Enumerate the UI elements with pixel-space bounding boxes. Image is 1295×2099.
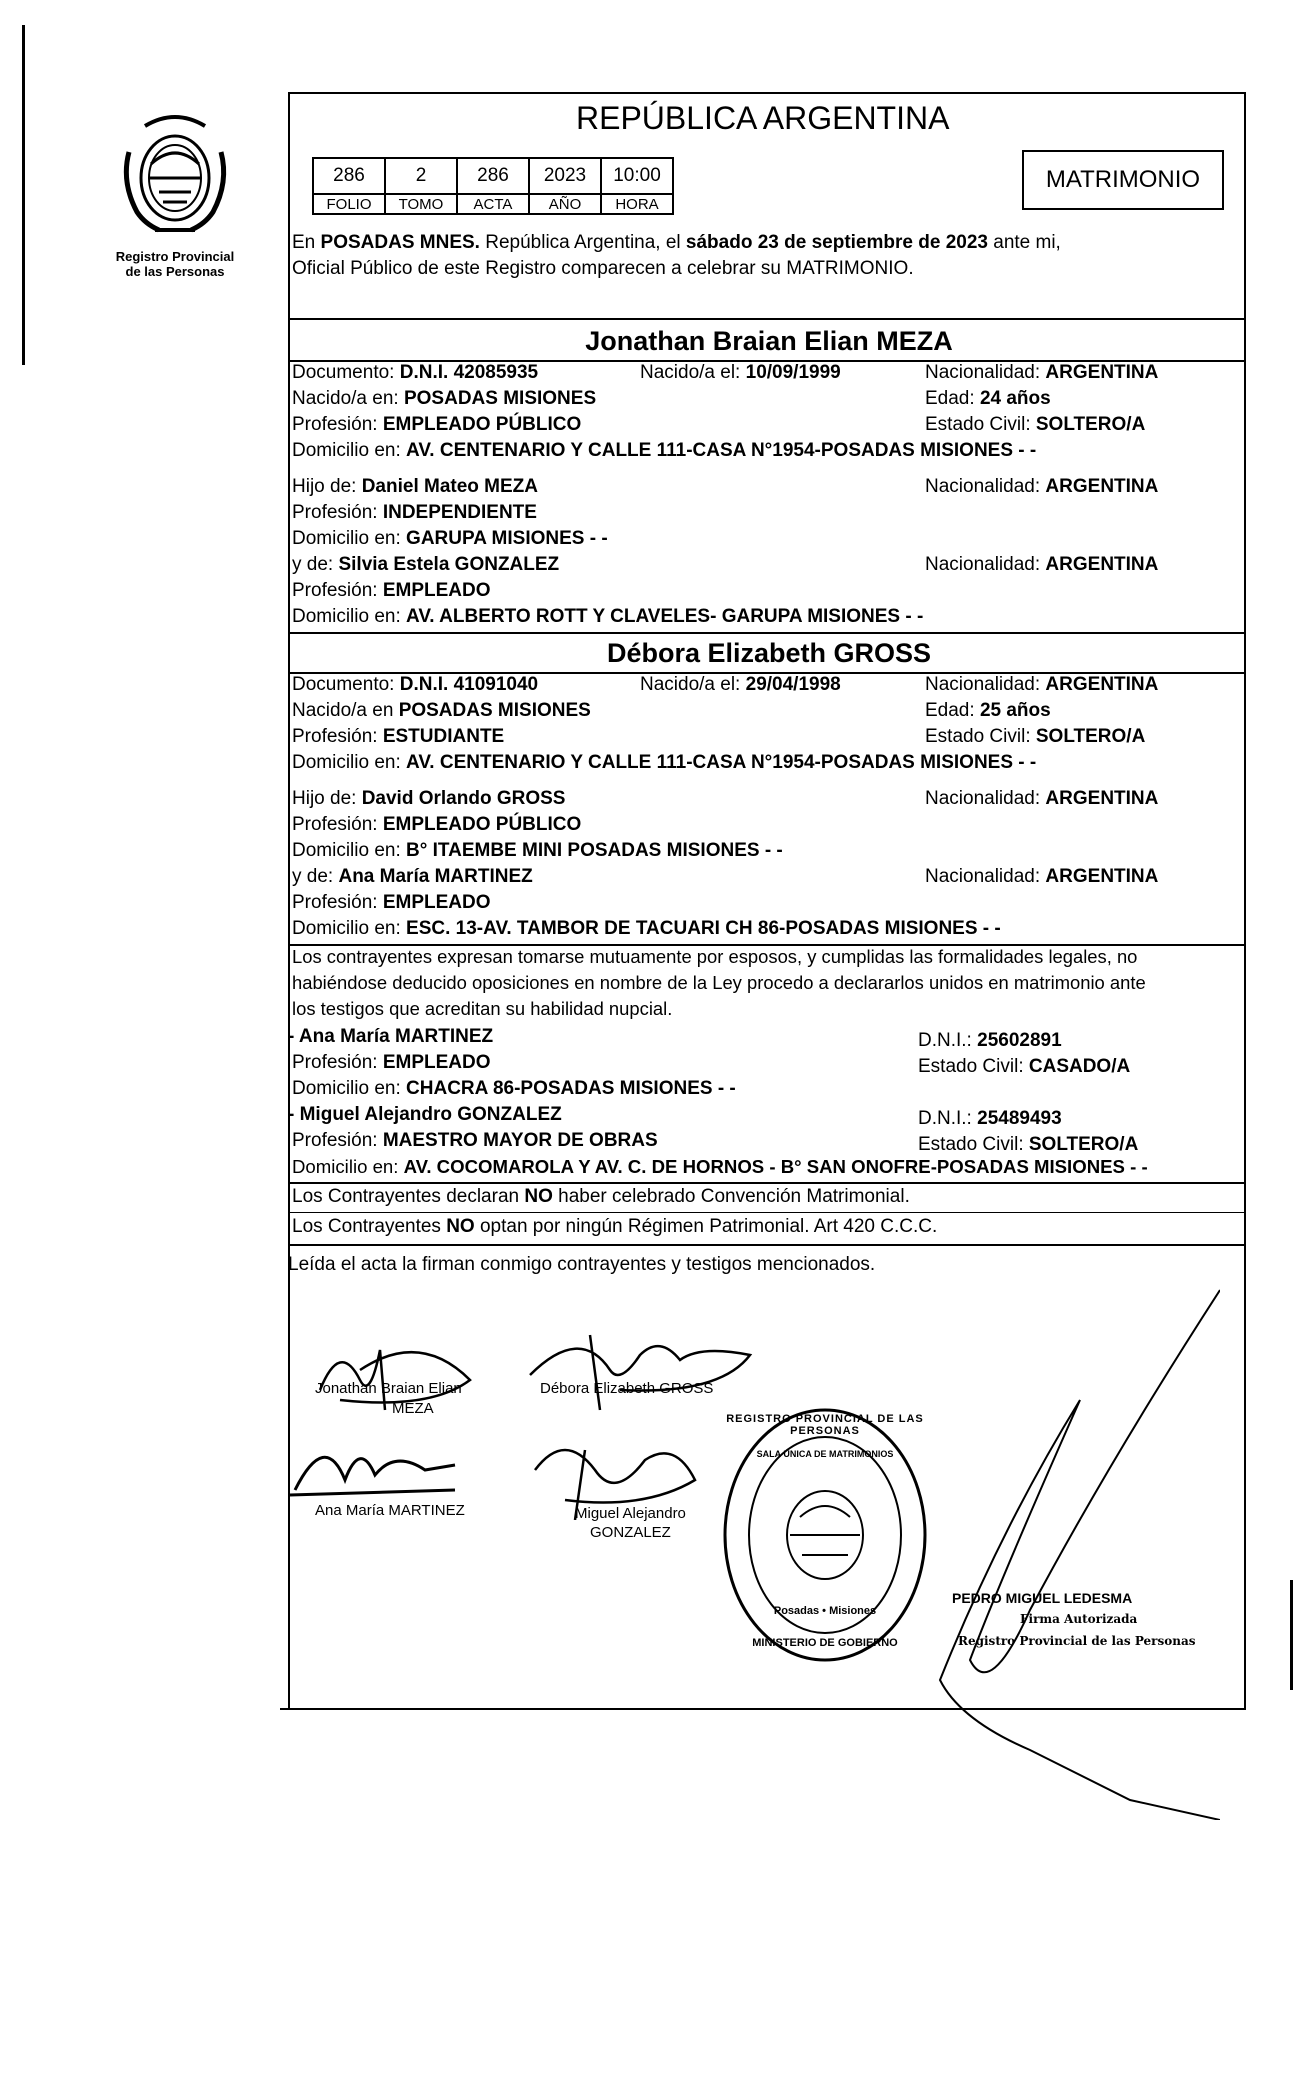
convention-2-b: NO bbox=[446, 1216, 475, 1237]
spouse2-mother-addr: ESC. 13-AV. TAMBOR DE TACUARI CH 86-POSADAS MISIONES - - bbox=[406, 918, 1001, 939]
witness2-civil-label: Estado Civil: bbox=[918, 1134, 1029, 1155]
spouse2-father-label: Hijo de: bbox=[292, 788, 362, 809]
spouse1-age bbox=[925, 388, 1051, 410]
signature-spouse1-line2: MEZA bbox=[392, 1400, 434, 1417]
spouse2-mother-name: Ana María MARTINEZ bbox=[338, 866, 533, 887]
spouse2-father-profession bbox=[292, 814, 581, 836]
spouse1-father-label: Hijo de: bbox=[292, 476, 362, 497]
spouse1-father-nationality bbox=[925, 476, 1158, 498]
spouse2-prof: ESTUDIANTE bbox=[382, 726, 505, 747]
witness2-civil-status bbox=[918, 1134, 1138, 1156]
witness1-prof: EMPLEADO bbox=[382, 1052, 491, 1073]
spouse1-mother-addr: AV. ALBERTO ROTT Y CLAVELES- GARUPA MISIONES - - bbox=[406, 606, 924, 627]
witness2-addr-label: Domicilio en: bbox=[292, 1156, 404, 1177]
signature-witness2-line1: Miguel Alejandro bbox=[575, 1505, 686, 1522]
signature-spouse2 bbox=[520, 1315, 760, 1415]
spouse2-father-prof: EMPLEADO PÚBLICO bbox=[382, 814, 582, 835]
spouse2-born-label: Nacido/a el: bbox=[640, 674, 746, 695]
witness2-civil: SOLTERO/A bbox=[1028, 1134, 1139, 1155]
spouse1-father-addr: GARUPA MISIONES - - bbox=[406, 528, 608, 549]
spouse1-nat-label: Nacionalidad: bbox=[925, 362, 1046, 383]
spouse2-mother-address bbox=[292, 918, 1001, 940]
spouse1-father-prof-label: Profesión: bbox=[292, 502, 383, 523]
spouse1-father-name: Daniel Mateo MEZA bbox=[361, 476, 539, 497]
spouse2-mother-prof: EMPLEADO bbox=[382, 892, 491, 913]
convention-1 bbox=[292, 1186, 910, 1208]
seal-outer-text: REGISTRO PROVINCIAL DE LAS PERSONAS bbox=[726, 1413, 924, 1437]
divider-spouse1-top bbox=[288, 318, 1246, 320]
spouse1-profession bbox=[292, 414, 581, 436]
witness1-addr: CHACRA 86-POSADAS MISIONES - - bbox=[406, 1078, 736, 1099]
logo bbox=[105, 112, 245, 292]
anio-label: AÑO bbox=[529, 194, 601, 214]
spouse2-place-label: Nacido/a en bbox=[292, 700, 399, 721]
spouse1-born-label: Nacido/a el: bbox=[640, 362, 746, 383]
declaration-line1: Los contrayentes expresan tomarse mutuamente por esposos, y cumplidas las formalidades legales, no bbox=[292, 946, 1138, 967]
witness2-dni bbox=[918, 1108, 1062, 1130]
spouse1-mother-nationality bbox=[925, 554, 1158, 576]
spouse2-address bbox=[292, 752, 1036, 774]
spouse2-nat: ARGENTINA bbox=[1045, 674, 1159, 695]
spouse2-mother-nationality bbox=[925, 866, 1158, 888]
anio-value: 2023 bbox=[529, 158, 601, 194]
spouse2-addr-label: Domicilio en: bbox=[292, 752, 407, 773]
spouse1-name: Jonathan Braian Elian MEZA bbox=[585, 326, 953, 356]
spouse1-mother-nat-label: Nacionalidad: bbox=[925, 554, 1046, 575]
convention-2 bbox=[292, 1216, 937, 1238]
divider-convention-2 bbox=[288, 1212, 1246, 1213]
witness1-civil-label: Estado Civil: bbox=[918, 1056, 1029, 1077]
document-type: MATRIMONIO bbox=[1045, 166, 1201, 193]
spouse2-mother-profession bbox=[292, 892, 491, 914]
intro-line2: Oficial Público de este Registro comparecen a celebrar su MATRIMONIO. bbox=[292, 258, 914, 279]
frame-top bbox=[288, 92, 1246, 94]
spouse2-document bbox=[292, 674, 538, 696]
witness1-address bbox=[292, 1078, 736, 1100]
witness2-address bbox=[292, 1156, 1148, 1178]
witness2-addr: AV. COCOMAROLA Y AV. C. DE HORNOS - B° SAN ONOFRE-POSADAS MISIONES - - bbox=[403, 1156, 1148, 1177]
signature-spouse1 bbox=[300, 1320, 480, 1420]
spouse1-mother-nat: ARGENTINA bbox=[1045, 554, 1159, 575]
spouse2-civil: SOLTERO/A bbox=[1035, 726, 1146, 747]
document-type-box bbox=[1022, 150, 1224, 210]
signature-spouse1-line1: Jonathan Braian Elian bbox=[315, 1380, 462, 1397]
witness2-dni-label: D.N.I.: bbox=[918, 1108, 978, 1129]
spouse2-age-label: Edad: bbox=[925, 700, 980, 721]
spouse1-prof-label: Profesión: bbox=[292, 414, 383, 435]
spouse2-mother-nat-label: Nacionalidad: bbox=[925, 866, 1046, 887]
intro-city: POSADAS MNES. bbox=[320, 232, 480, 253]
signature-spouse2-label: Débora Elizabeth GROSS bbox=[540, 1380, 714, 1397]
spouse1-mother-label: y de: bbox=[292, 554, 339, 575]
spouse1-father-address bbox=[292, 528, 608, 550]
spouse1-civil-status bbox=[925, 414, 1145, 436]
acta-label: ACTA bbox=[457, 194, 529, 214]
witness1-prof-label: Profesión: bbox=[292, 1052, 383, 1073]
convention-2-c: optan por ningún Régimen Patrimonial. Art 420 C.C.C. bbox=[474, 1216, 938, 1237]
declaration-line2: habiéndose deducido oposiciones en nombre de la Ley procedo a declararlos unidos en matrimonio ante bbox=[292, 972, 1146, 993]
spouse2-father-nationality bbox=[925, 788, 1158, 810]
spouse1-father-nat: ARGENTINA bbox=[1045, 476, 1159, 497]
intro-p2: República Argentina, el bbox=[479, 232, 686, 253]
spouse2-addr: AV. CENTENARIO Y CALLE 111-CASA N°1954-POSADAS MISIONES - - bbox=[406, 752, 1037, 773]
convention-1-b: NO bbox=[524, 1186, 553, 1207]
folio-label: FOLIO bbox=[313, 194, 385, 214]
country-title: REPÚBLICA ARGENTINA bbox=[576, 100, 950, 136]
official-role: Firma Autorizada bbox=[1020, 1612, 1138, 1626]
witness2-dni-value: 25489493 bbox=[977, 1108, 1062, 1129]
witness1-dni-label: D.N.I.: bbox=[918, 1030, 978, 1051]
convention-1-c: haber celebrado Convención Matrimonial. bbox=[552, 1186, 910, 1207]
hora-value: 10:00 bbox=[601, 158, 673, 194]
left-margin-line bbox=[22, 25, 25, 365]
spouse1-mother-prof-label: Profesión: bbox=[292, 580, 383, 601]
spouse2-mother-prof-label: Profesión: bbox=[292, 892, 383, 913]
spouse2-mother-label: y de: bbox=[292, 866, 339, 887]
intro-p3: ante mi, bbox=[987, 232, 1061, 253]
divider-closing bbox=[288, 1244, 1246, 1246]
spouse1-place-label: Nacido/a en: bbox=[292, 388, 404, 409]
intro-date: sábado 23 de septiembre de 2023 bbox=[685, 232, 988, 253]
signature-witness1 bbox=[285, 1420, 465, 1500]
witness1-civil-status bbox=[918, 1056, 1130, 1078]
spouse2-profession bbox=[292, 726, 504, 748]
spouse1-father-profession bbox=[292, 502, 537, 524]
spouse2-father-addr-label: Domicilio en: bbox=[292, 840, 407, 861]
seal-inner-text: SALA ÚNICA DE MATRIMONIOS bbox=[756, 1449, 894, 1459]
witness2-prof-label: Profesión: bbox=[292, 1130, 383, 1151]
signature-witness2-line2: GONZALEZ bbox=[590, 1524, 671, 1541]
witness2-profession bbox=[292, 1130, 658, 1152]
spouse2-doc-label: Documento: bbox=[292, 674, 400, 695]
spouse1-father-prof: INDEPENDIENTE bbox=[382, 502, 537, 523]
acta-value: 286 bbox=[457, 158, 529, 194]
intro-p1: En bbox=[292, 232, 321, 253]
spouse2-birthplace bbox=[292, 700, 591, 722]
spouse2-prof-label: Profesión: bbox=[292, 726, 383, 747]
spouse2-age bbox=[925, 700, 1051, 722]
witness1-addr-label: Domicilio en: bbox=[292, 1078, 407, 1099]
convention-2-a: Los Contrayentes bbox=[292, 1216, 447, 1237]
spouse2-father-prof-label: Profesión: bbox=[292, 814, 383, 835]
convention-1-a: Los Contrayentes declaran bbox=[292, 1186, 525, 1207]
spouse1-doc-label: Documento: bbox=[292, 362, 400, 383]
folio-value: 286 bbox=[313, 158, 385, 194]
official-office: Registro Provincial de las Personas bbox=[958, 1634, 1196, 1648]
spouse1-age-label: Edad: bbox=[925, 388, 980, 409]
seal-ministry-text: MINISTERIO DE GOBIERNO bbox=[752, 1637, 898, 1649]
spouse1-mother-address bbox=[292, 606, 923, 628]
right-edge-line bbox=[1290, 1580, 1293, 1690]
spouse2-father bbox=[292, 788, 565, 810]
spouse1-father bbox=[292, 476, 538, 498]
signature-witness1-label: Ana María MARTINEZ bbox=[315, 1502, 465, 1519]
divider-spouse2-top bbox=[288, 632, 1246, 634]
spouse1-civil: SOLTERO/A bbox=[1035, 414, 1146, 435]
spouse2-mother-addr-label: Domicilio en: bbox=[292, 918, 407, 939]
logo-org-line1: Registro Provincial bbox=[115, 249, 235, 264]
witness1-dni bbox=[918, 1030, 1062, 1052]
official-name: PEDRO MIGUEL LEDESMA bbox=[952, 1590, 1133, 1606]
spouse1-doc: D.N.I. 42085935 bbox=[399, 362, 539, 383]
logo-org-line2: de las Personas bbox=[125, 264, 225, 279]
witness1-civil: CASADO/A bbox=[1028, 1056, 1131, 1077]
spouse1-addr-label: Domicilio en: bbox=[292, 440, 407, 461]
intro-line1 bbox=[292, 230, 1250, 256]
spouse1-civil-label: Estado Civil: bbox=[925, 414, 1036, 435]
spouse1-age-value: 24 años bbox=[979, 388, 1051, 409]
registry-meta-table bbox=[312, 157, 674, 215]
spouse1-address bbox=[292, 440, 1036, 462]
spouse1-addr: AV. CENTENARIO Y CALLE 111-CASA N°1954-POSADAS MISIONES - - bbox=[406, 440, 1037, 461]
spouse2-place: POSADAS MISIONES bbox=[398, 700, 591, 721]
spouse2-born-value: 29/04/1998 bbox=[745, 674, 841, 695]
spouse2-nat-label: Nacionalidad: bbox=[925, 674, 1046, 695]
hora-label: HORA bbox=[601, 194, 673, 214]
spouse2-doc: D.N.I. 41091040 bbox=[399, 674, 539, 695]
spouse2-father-nat-label: Nacionalidad: bbox=[925, 788, 1046, 809]
provincial-coat-of-arms-icon bbox=[115, 112, 235, 240]
spouse2-father-nat: ARGENTINA bbox=[1045, 788, 1159, 809]
spouse2-nationality bbox=[925, 674, 1158, 696]
spouse2-father-name: David Orlando GROSS bbox=[361, 788, 566, 809]
spouse2-born bbox=[640, 674, 841, 696]
witness1-name: - Ana María MARTINEZ bbox=[288, 1026, 494, 1047]
spouse1-prof: EMPLEADO PÚBLICO bbox=[382, 414, 582, 435]
divider-conventions bbox=[288, 1182, 1246, 1184]
spouse2-name: Débora Elizabeth GROSS bbox=[606, 638, 932, 668]
spouse1-nationality bbox=[925, 362, 1158, 384]
spouse1-mother-addr-label: Domicilio en: bbox=[292, 606, 407, 627]
spouse2-mother bbox=[292, 866, 533, 888]
witness1-dni-value: 25602891 bbox=[977, 1030, 1062, 1051]
spouse1-mother bbox=[292, 554, 559, 576]
spouse1-father-addr-label: Domicilio en: bbox=[292, 528, 407, 549]
spouse1-mother-profession bbox=[292, 580, 491, 602]
spouse1-nat: ARGENTINA bbox=[1045, 362, 1159, 383]
spouse1-father-nat-label: Nacionalidad: bbox=[925, 476, 1046, 497]
spouse1-place: POSADAS MISIONES bbox=[403, 388, 597, 409]
spouse2-civil-status bbox=[925, 726, 1145, 748]
spouse2-father-addr: B° ITAEMBE MINI POSADAS MISIONES - - bbox=[406, 840, 783, 861]
declaration-line3: los testigos que acreditan su habilidad nupcial. bbox=[292, 998, 673, 1019]
spouse2-age-value: 25 años bbox=[979, 700, 1051, 721]
spouse2-civil-label: Estado Civil: bbox=[925, 726, 1036, 747]
spouse2-father-address bbox=[292, 840, 783, 862]
witness2-prof: MAESTRO MAYOR DE OBRAS bbox=[382, 1130, 658, 1151]
spouse1-born bbox=[640, 362, 841, 384]
spouse1-mother-name: Silvia Estela GONZALEZ bbox=[338, 554, 560, 575]
witness1-profession bbox=[292, 1052, 491, 1074]
spouse1-born-value: 10/09/1999 bbox=[745, 362, 841, 383]
spouse2-mother-nat: ARGENTINA bbox=[1045, 866, 1159, 887]
witness2-name: - Miguel Alejandro GONZALEZ bbox=[288, 1104, 562, 1125]
tomo-label: TOMO bbox=[385, 194, 457, 214]
spouse1-birthplace bbox=[292, 388, 596, 410]
seal-city-text: Posadas • Misiones bbox=[773, 1605, 877, 1617]
spouse1-mother-prof: EMPLEADO bbox=[382, 580, 491, 601]
tomo-value: 2 bbox=[385, 158, 457, 194]
spouse1-document bbox=[292, 362, 538, 384]
signature-official bbox=[880, 1280, 1220, 1820]
closing-statement: Leída el acta la firman conmigo contrayentes y testigos mencionados. bbox=[288, 1254, 876, 1275]
